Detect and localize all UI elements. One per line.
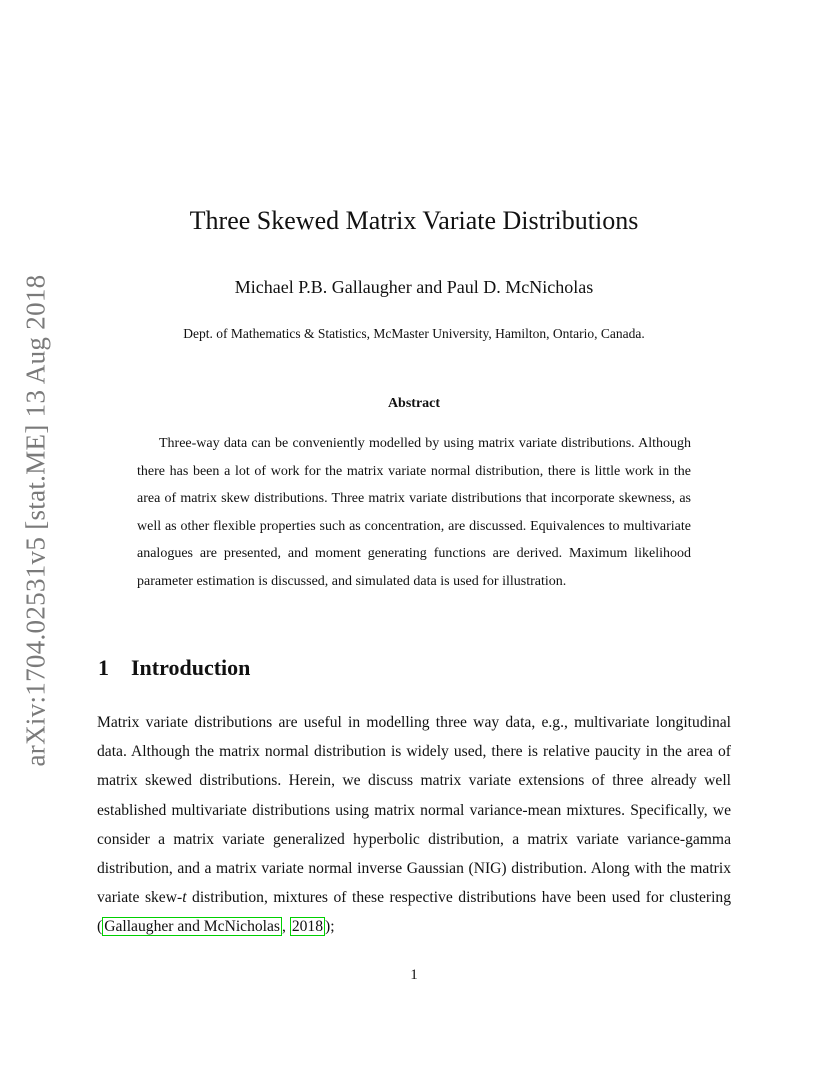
section-number: 1	[98, 655, 109, 680]
citation-separator: ,	[282, 918, 290, 936]
section-title: Introduction	[131, 655, 251, 680]
arxiv-identifier-text: arXiv:1704.02531v5 [stat.ME] 13 Aug 2018	[20, 274, 51, 766]
citation-link-year[interactable]: 2018	[291, 918, 323, 936]
intro-text-part-1: Matrix variate distributions are useful in modelling three way data, e.g., multivariate longitudinal data. Although the matrix normal distribution is widely used, there is relative paucity in the area of matrix skewed distributions. Herein, we discuss matrix variate extensions of three already well established multivariate distributions using matrix normal variance-mean mixtures. Specifically, we consider a matrix variate generalized hyperbolic distribution, a matrix variate variance-gamma distribution, and a matrix variate normal inverse Gaussian (NIG) distribution. Along with the matrix variate skew-	[97, 714, 731, 907]
paper-title: Three Skewed Matrix Variate Distributions	[189, 206, 639, 235]
abstract-body: Three-way data can be conveniently modelled by using matrix variate distributions. Although there has been a lot of work for the matrix variate normal distribution, there is little work in the area of matrix skew distributions. Three matrix variate distributions that incorporate skewness, as well as other flexible properties such as concentration, are discussed. Equivalences to multivariate analogues are presented, and moment generating functions are derived. Maximum likelihood parameter estimation is discussed, and simulated data is used for illustration.	[137, 436, 691, 589]
abstract-heading: Abstract	[387, 396, 441, 411]
intro-t-symbol: t	[182, 889, 187, 907]
intro-text-end: );	[325, 918, 335, 936]
section-heading	[98, 655, 250, 681]
paper-authors: Michael P.B. Gallaugher and Paul D. McNicholas	[234, 277, 594, 297]
intro-text-part-2: distribution, mixtures of these respective distributions have been used for clustering (	[97, 889, 731, 936]
page-number: 1	[410, 967, 418, 983]
citation-link-authors[interactable]: Gallaugher and McNicholas	[104, 918, 281, 936]
author-affiliation: Dept. of Mathematics & Statistics, McMaster University, Hamilton, Ontario, Canada.	[183, 326, 645, 341]
introduction-paragraph	[97, 708, 731, 942]
